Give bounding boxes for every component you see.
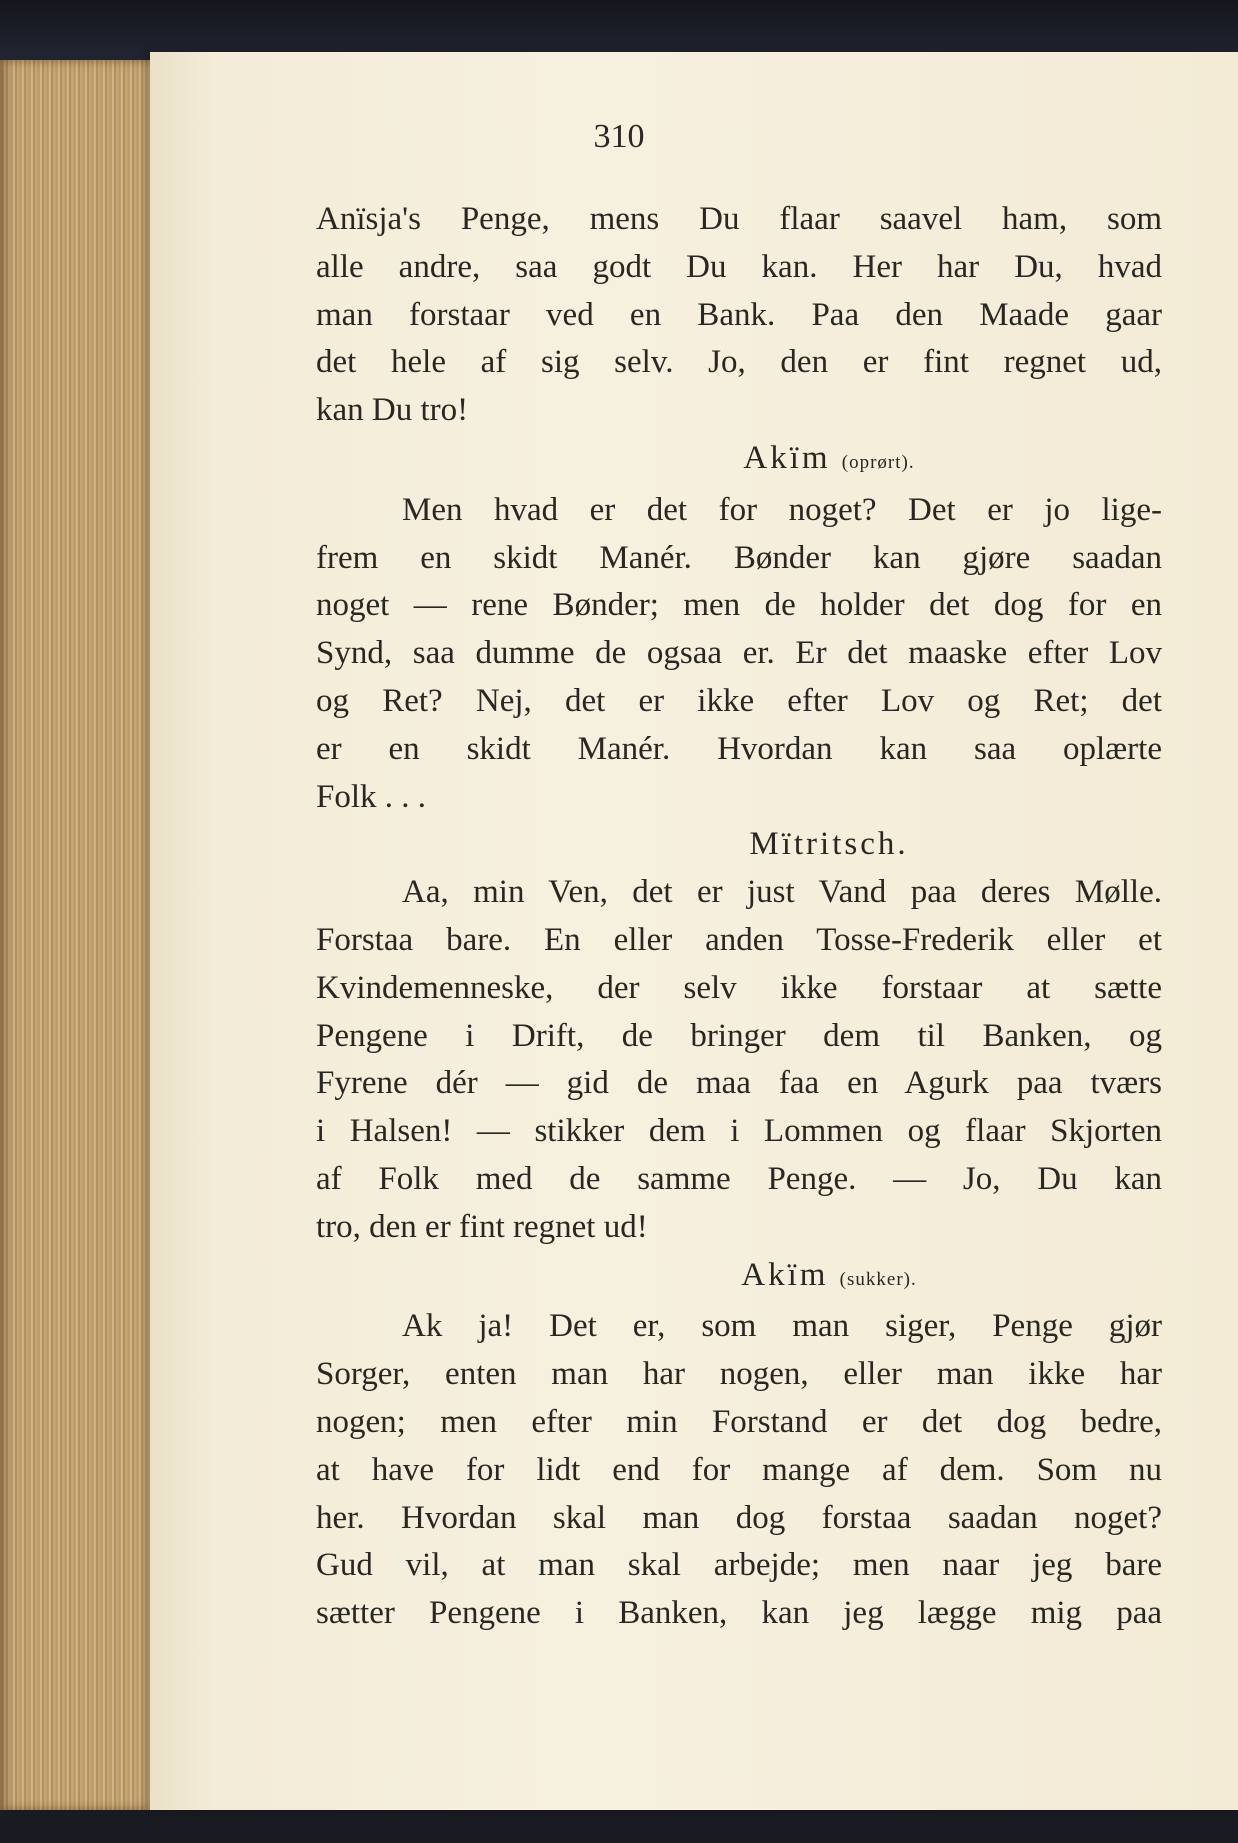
page-number: 310 <box>593 118 645 155</box>
page-edge-stack <box>0 60 162 1810</box>
paragraph <box>316 869 1162 1251</box>
text-line: Synd, saa dumme de ogsaa er. Er det maaske efter Lov <box>316 635 1162 672</box>
text-line: her. Hvordan skal man dog forstaa saadan noget? <box>316 1499 1162 1536</box>
text-line: kan Du tro! <box>316 392 469 429</box>
text-line: Gud vil, at man skal arbejde; men naar jeg bare <box>316 1547 1162 1584</box>
page-text <box>316 196 1162 1638</box>
speaker-heading <box>316 1252 1162 1304</box>
paragraph <box>316 487 1162 822</box>
paragraph <box>316 196 1162 435</box>
text-line: nogen; men efter min Forstand er det dog bedre, <box>316 1403 1162 1440</box>
text-line: noget — rene Bønder; men de holder det dog for en <box>316 587 1162 624</box>
text-line: Forstaa bare. En eller anden Tosse-Frederik eller et <box>316 921 1162 958</box>
speaker-heading <box>316 435 1162 487</box>
text-line: i Halsen! — stikker dem i Lommen og flaar Skjorten <box>316 1113 1162 1150</box>
text-line: Kvindemenneske, der selv ikke forstaar at sætte <box>316 969 1162 1006</box>
text-line: er en skidt Manér. Hvordan kan saa oplærte <box>316 730 1162 767</box>
stage-direction: (sukker). <box>839 1268 917 1290</box>
text-line: og Ret? Nej, det er ikke efter Lov og Ret; det <box>316 682 1162 719</box>
text-line: man forstaar ved en Bank. Paa den Maade gaar <box>316 296 1162 333</box>
speaker-heading <box>316 821 1162 869</box>
speaker-name: Akïm <box>743 439 831 476</box>
text-line: frem en skidt Manér. Bønder kan gjøre saadan <box>316 539 1162 576</box>
text-line: Anïsja's Penge, mens Du flaar saavel ham, som <box>316 201 1162 237</box>
speaker-name: Akïm <box>741 1256 829 1293</box>
text-line: af Folk med de samme Penge. — Jo, Du kan <box>316 1160 1162 1197</box>
paragraph <box>316 1303 1162 1638</box>
text-line: Ak ja! Det er, som man siger, Penge gjør <box>402 1308 1162 1345</box>
speaker-name: Mïtritsch. <box>749 826 909 863</box>
text-line: at have for lidt end for mange af dem. Som nu <box>316 1451 1162 1488</box>
text-line: Pengene i Drift, de bringer dem til Banken, og <box>316 1017 1162 1054</box>
text-line: det hele af sig selv. Jo, den er fint regnet ud, <box>316 344 1162 381</box>
text-line: sætter Pengene i Banken, kan jeg lægge mig paa <box>316 1595 1162 1632</box>
text-line: Sorger, enten man har nogen, eller man ikke har <box>316 1356 1162 1393</box>
text-line: Men hvad er det for noget? Det er jo lige- <box>402 491 1162 528</box>
stage-direction: (oprørt). <box>841 451 915 473</box>
text-line: Fyrene dér — gid de maa faa en Agurk paa tværs <box>316 1065 1162 1102</box>
text-line: Folk . . . <box>316 778 427 815</box>
text-line: alle andre, saa godt Du kan. Her har Du, hvad <box>316 248 1162 285</box>
text-line: Aa, min Ven, det er just Vand paa deres Mølle. <box>402 874 1162 911</box>
text-line: tro, den er fint regnet ud! <box>316 1208 648 1245</box>
